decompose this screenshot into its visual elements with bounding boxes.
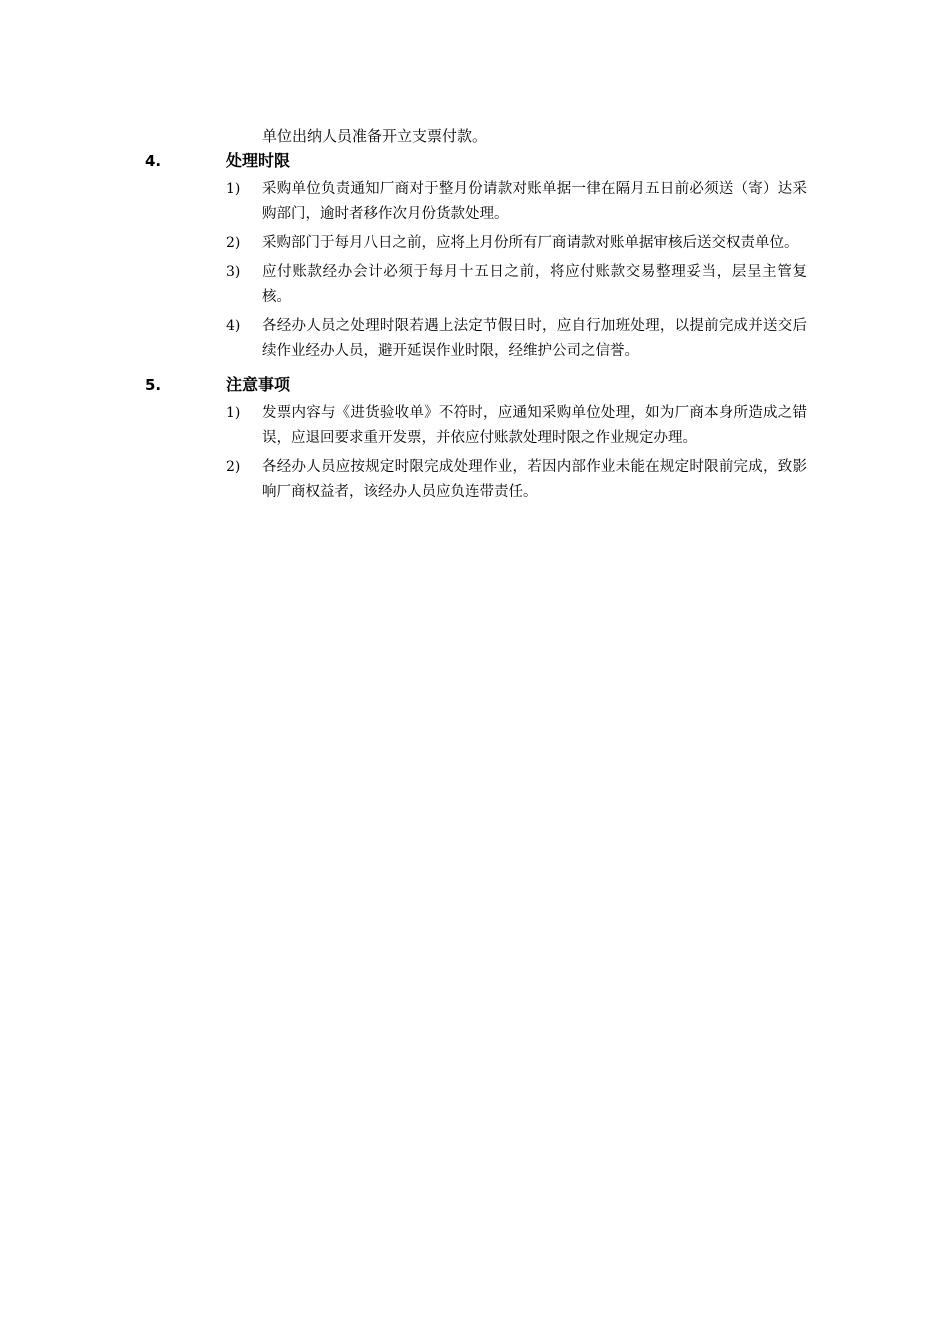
list-item-number: 2) [226, 235, 241, 251]
list-item [0, 455, 950, 505]
section-processing-time-limits [0, 149, 950, 364]
list-item [0, 177, 950, 227]
list-item [0, 260, 950, 310]
list-item [0, 314, 950, 364]
list-item-number: 3) [226, 264, 241, 280]
section-title: 处理时限 [226, 151, 291, 170]
list-item-text: 应付账款经办会计必须于每月十五日之前，将应付账款交易整理妥当，层呈主管复核。 [262, 264, 807, 305]
section-title: 注意事项 [226, 375, 291, 394]
section-heading [0, 373, 950, 397]
list-item-text: 发票内容与《进货验收单》不符时，应通知采购单位处理，如为厂商本身所造成之错误，应退回要求重开发票，并依应付账款处理时限之作业规定办理。 [262, 405, 807, 446]
section-number: 4. [145, 152, 162, 170]
list-item-number: 1) [226, 181, 241, 197]
list-item-number: 4) [226, 318, 241, 334]
section-heading [0, 149, 950, 173]
section-number: 5. [145, 376, 162, 394]
section-notes [0, 373, 950, 505]
continuation-paragraph: 单位出纳人员准备开立支票付款。 [262, 127, 488, 145]
list-item-text: 采购部门于每月八日之前，应将上月份所有厂商请款对账单据审核后送交权责单位。 [262, 235, 799, 251]
list-item-number: 1) [226, 405, 241, 421]
list-item [0, 401, 950, 451]
list-item [0, 231, 950, 256]
list-item-number: 2) [226, 459, 241, 475]
list-item-text: 各经办人员应按规定时限完成处理作业，若因内部作业未能在规定时限前完成，致影响厂商权益者，该经办人员应负连带责任。 [262, 459, 807, 500]
list-item-text: 采购单位负责通知厂商对于整月份请款对账单据一律在隔月五日前必须送（寄）达采购部门，逾时者移作次月份货款处理。 [262, 181, 807, 222]
list-item-text: 各经办人员之处理时限若遇上法定节假日时，应自行加班处理，以提前完成并送交后续作业经办人员，避开延误作业时限，经维护公司之信誉。 [262, 318, 807, 359]
